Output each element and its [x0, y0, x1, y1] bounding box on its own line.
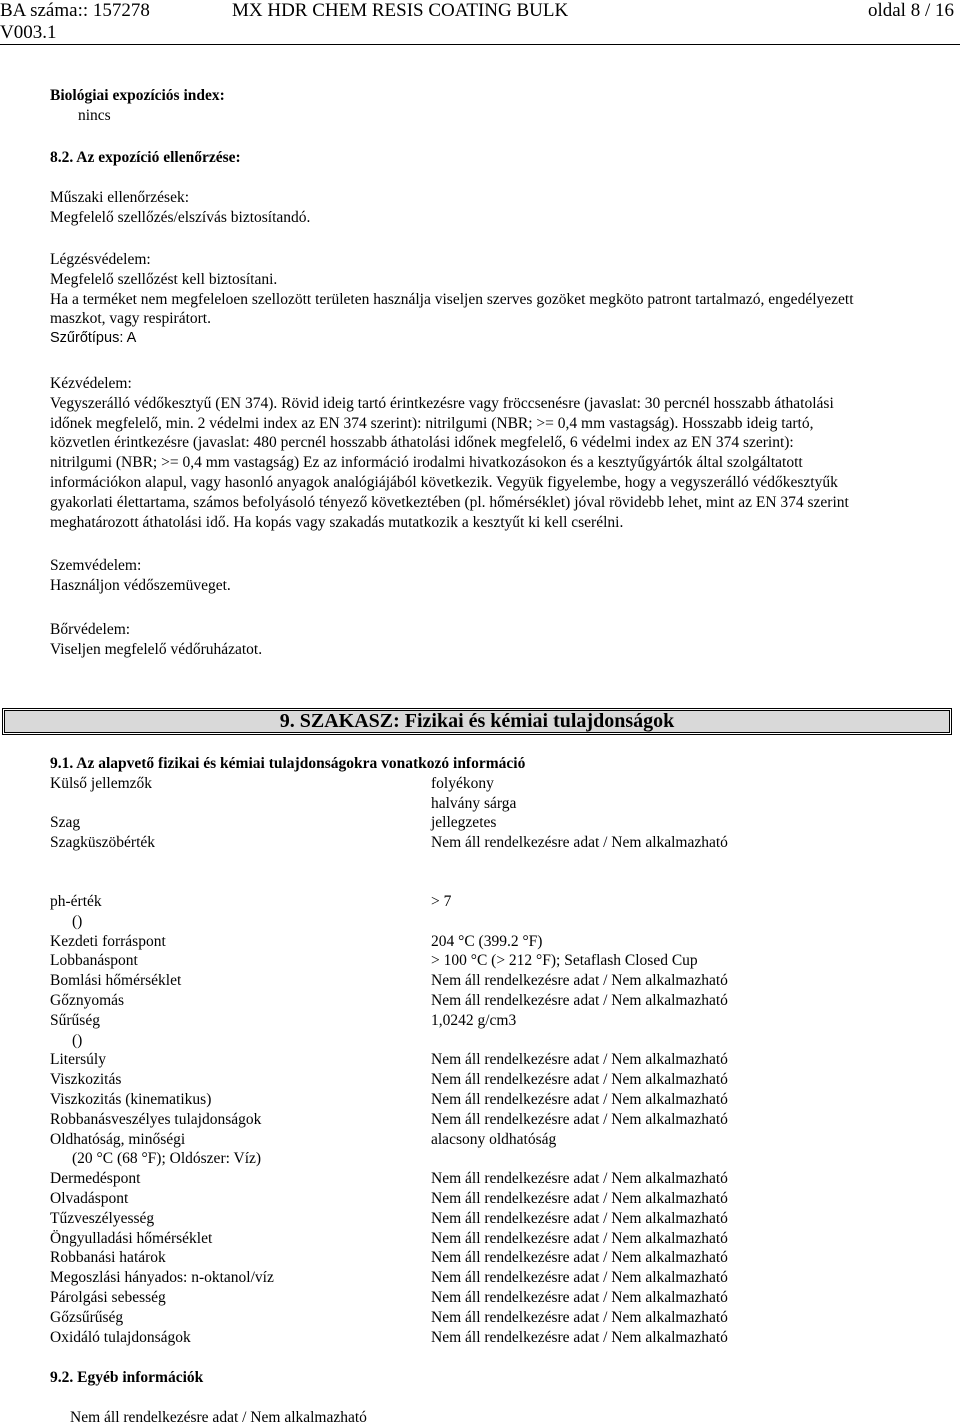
property-label: Szagküszöbérték — [50, 834, 156, 852]
tech-control-title: Műszaki ellenőrzések: — [50, 189, 190, 206]
property-value: Nem áll rendelkezésre adat / Nem alkalmazható — [431, 991, 728, 1009]
property-row — [50, 1050, 945, 1070]
property-row — [50, 833, 945, 853]
property-row — [50, 774, 945, 794]
hand-line: Vegyszerálló védőkesztyű (EN 374). Rövid ideig tartó érintkezésre vagy fröccsenésre (javaslat: 30 percnél hosszabb áthatolási — [50, 394, 834, 412]
property-label: Litersúly — [50, 1051, 106, 1069]
property-label: Bomlási hőmérséklet — [50, 972, 182, 990]
respiratory-line-2: Ha a terméket nem megfeleloen szellozött területen használja viseljen szerves gozöket megköto patront tartalmazó, engedélyezett — [50, 290, 854, 308]
property-value: alacsony oldhatóság — [431, 1130, 557, 1148]
property-value: Nem áll rendelkezésre adat / Nem alkalmazható — [431, 1209, 728, 1227]
property-value: Nem áll rendelkezésre adat / Nem alkalmazható — [431, 1170, 728, 1188]
hand-line: gyakorlati élettartama, számos befolyásoló tényező következtében (pl. hőmérséklet) jóval rövidebb lehet, mint az EN 374 szerint — [50, 493, 849, 511]
property-value: Nem áll rendelkezésre adat / Nem alkalmazható — [431, 1288, 728, 1306]
property-label: Gőznyomás — [50, 991, 125, 1009]
property-value: > 100 °C (> 212 °F); Setaflash Closed Cup — [431, 952, 698, 970]
property-label: Megoszlási hányados: n-oktanol/víz — [50, 1269, 274, 1287]
property-row — [50, 1268, 945, 1288]
section9-heading: 9. SZAKASZ: Fizikai és kémiai tulajdonságok — [2, 708, 952, 735]
section8-block — [50, 86, 945, 126]
property-row — [50, 912, 945, 932]
tech-control-block — [50, 188, 945, 228]
property-row — [50, 1189, 945, 1209]
property-value: Nem áll rendelkezésre adat / Nem alkalmazható — [431, 1110, 728, 1128]
property-row — [50, 1090, 945, 1110]
page-number: oldal 8 / 16 — [867, 0, 954, 21]
property-label: Olvadáspont — [50, 1189, 129, 1207]
eye-protection-title: Szemvédelem: — [50, 557, 142, 574]
skin-protection-value: Viseljen megfelelő védőruházatot. — [50, 640, 263, 658]
exposure-control-title: 8.2. Az expozíció ellenőrzése: — [50, 149, 241, 166]
property-label: Oldhatóság, minőségi — [50, 1130, 186, 1148]
filter-type: Szűrőtípus: A — [50, 330, 137, 347]
property-row — [50, 813, 945, 833]
property-value: Nem áll rendelkezésre adat / Nem alkalmazható — [431, 1189, 728, 1207]
property-value: 1,0242 g/cm3 — [431, 1011, 517, 1029]
property-label: (20 °C (68 °F); Oldószer: Víz) — [72, 1150, 262, 1168]
property-row — [50, 892, 945, 912]
property-value: Nem áll rendelkezésre adat / Nem alkalmazható — [431, 972, 728, 990]
property-row — [50, 1169, 945, 1189]
property-label: Dermedéspont — [50, 1170, 141, 1188]
skin-protection-title: Bőrvédelem: — [50, 621, 131, 638]
property-value: > 7 — [431, 893, 452, 910]
hand-line: időnek megfelelő, min. 2 védelmi index az EN 374 szerint): nitrilgumi (NBR; >= 0,4 mm vastagság). Hosszabb ideig tartó, — [50, 414, 814, 432]
other-info-title: 9.2. Egyéb információk — [50, 1369, 204, 1386]
property-label: Öngyulladási hőmérséklet — [50, 1229, 213, 1247]
property-label: () — [72, 912, 83, 930]
basic-properties-title: 9.1. Az alapvető fizikai és kémiai tulajdonságokra vonatkozó információ — [50, 755, 526, 772]
property-value: halvány sárga — [431, 794, 517, 812]
properties-group-1 — [50, 774, 945, 853]
property-label: () — [72, 1031, 83, 1049]
property-value: Nem áll rendelkezésre adat / Nem alkalmazható — [431, 1051, 728, 1069]
property-value: Nem áll rendelkezésre adat / Nem alkalmazható — [431, 1308, 728, 1326]
property-label: Szag — [50, 814, 81, 832]
property-value: Nem áll rendelkezésre adat / Nem alkalmazható — [431, 1229, 728, 1247]
tech-control-value: Megfelelő szellőzés/elszívás biztosítandó. — [50, 208, 311, 226]
property-label: Viszkozitás — [50, 1071, 122, 1089]
exposure-control-block — [50, 148, 945, 168]
respiratory-title: Légzésvédelem: — [50, 251, 151, 268]
property-label: Gőzsűrűség — [50, 1308, 124, 1326]
property-row — [50, 951, 945, 971]
property-row — [50, 1248, 945, 1268]
property-value: Nem áll rendelkezésre adat / Nem alkalmazható — [431, 834, 728, 852]
property-row — [50, 1031, 945, 1051]
respiratory-line-1: Megfelelő szellőzést kell biztosítani. — [50, 270, 278, 288]
respiratory-block — [50, 250, 945, 349]
hand-protection-title: Kézvédelem: — [50, 375, 132, 392]
property-label: ph-érték — [50, 893, 102, 910]
property-row — [50, 1070, 945, 1090]
property-label: Oxidáló tulajdonságok — [50, 1328, 191, 1346]
property-value: jellegzetes — [431, 814, 497, 832]
hand-line: információkon alapul, vagy hasonló anyagok analógiájából következik. Vegyük figyelembe, hogy a vegyszerálló védőkesztyűk — [50, 473, 838, 491]
respiratory-line-3: maszkot, vagy respirátort. — [50, 310, 211, 328]
property-row — [50, 1328, 945, 1348]
property-row — [50, 971, 945, 991]
eye-protection-value: Használjon védőszemüveget. — [50, 576, 231, 594]
property-row — [50, 794, 945, 814]
property-label: Robbanásveszélyes tulajdonságok — [50, 1110, 262, 1128]
hand-line: nitrilgumi (NBR; >= 0,4 mm vastagság) Ez az információ irodalmi hivatkozásokon és a kesztyűgyártók által szolgáltatott — [50, 454, 803, 472]
property-label: Robbanási határok — [50, 1249, 166, 1267]
other-info-value: Nem áll rendelkezésre adat / Nem alkalmazható — [70, 1408, 367, 1426]
property-value: Nem áll rendelkezésre adat / Nem alkalmazható — [431, 1328, 728, 1346]
property-value: 204 °C (399.2 °F) — [431, 932, 543, 950]
basic-properties-block — [50, 754, 945, 853]
property-value: Nem áll rendelkezésre adat / Nem alkalmazható — [431, 1269, 728, 1287]
product-name: MX HDR CHEM RESIS COATING BULK — [232, 0, 569, 21]
properties-group-2-block — [50, 892, 945, 1347]
properties-group-2 — [50, 892, 945, 1347]
property-value: Nem áll rendelkezésre adat / Nem alkalmazható — [431, 1071, 728, 1089]
skin-protection-block — [50, 620, 945, 660]
hand-protection-block — [50, 374, 945, 532]
bio-index-value: nincs — [78, 106, 111, 124]
property-row — [50, 1308, 945, 1328]
property-row — [50, 1110, 945, 1130]
page-header — [0, 0, 960, 45]
hand-line: közvetlen érintkezésre (javaslat: 480 percnél hosszabb áthatolási időnek megfelelő, 6 védelmi index az EN 374 szerint): — [50, 434, 794, 452]
property-row — [50, 991, 945, 1011]
property-label: Kezdeti forráspont — [50, 932, 166, 950]
other-info-block — [50, 1368, 945, 1428]
property-label: Lobbanáspont — [50, 952, 138, 970]
property-label: Viszkozitás (kinematikus) — [50, 1090, 212, 1108]
property-row — [50, 1130, 945, 1150]
property-label: Külső jellemzők — [50, 774, 153, 792]
property-row — [50, 1149, 945, 1169]
property-label: Párolgási sebesség — [50, 1288, 166, 1306]
bio-index-title: Biológiai expozíciós index: — [50, 87, 225, 104]
property-label: Tűzveszélyesség — [50, 1209, 155, 1227]
property-row — [50, 1209, 945, 1229]
eye-protection-block — [50, 556, 945, 596]
property-value: Nem áll rendelkezésre adat / Nem alkalmazható — [431, 1249, 728, 1267]
property-row — [50, 1288, 945, 1308]
hand-line: meghatározott áthatolási idő. Ha kopás vagy szakadás mutatkozik a kesztyűt ki kell cserélni. — [50, 513, 624, 531]
property-row — [50, 932, 945, 952]
property-row — [50, 1229, 945, 1249]
ba-number: BA száma:: 157278 — [0, 0, 150, 21]
property-value: Nem áll rendelkezésre adat / Nem alkalmazható — [431, 1090, 728, 1108]
property-value: folyékony — [431, 774, 494, 792]
property-row — [50, 1011, 945, 1031]
version: V003.1 — [0, 22, 57, 43]
property-label: Sűrűség — [50, 1011, 100, 1029]
